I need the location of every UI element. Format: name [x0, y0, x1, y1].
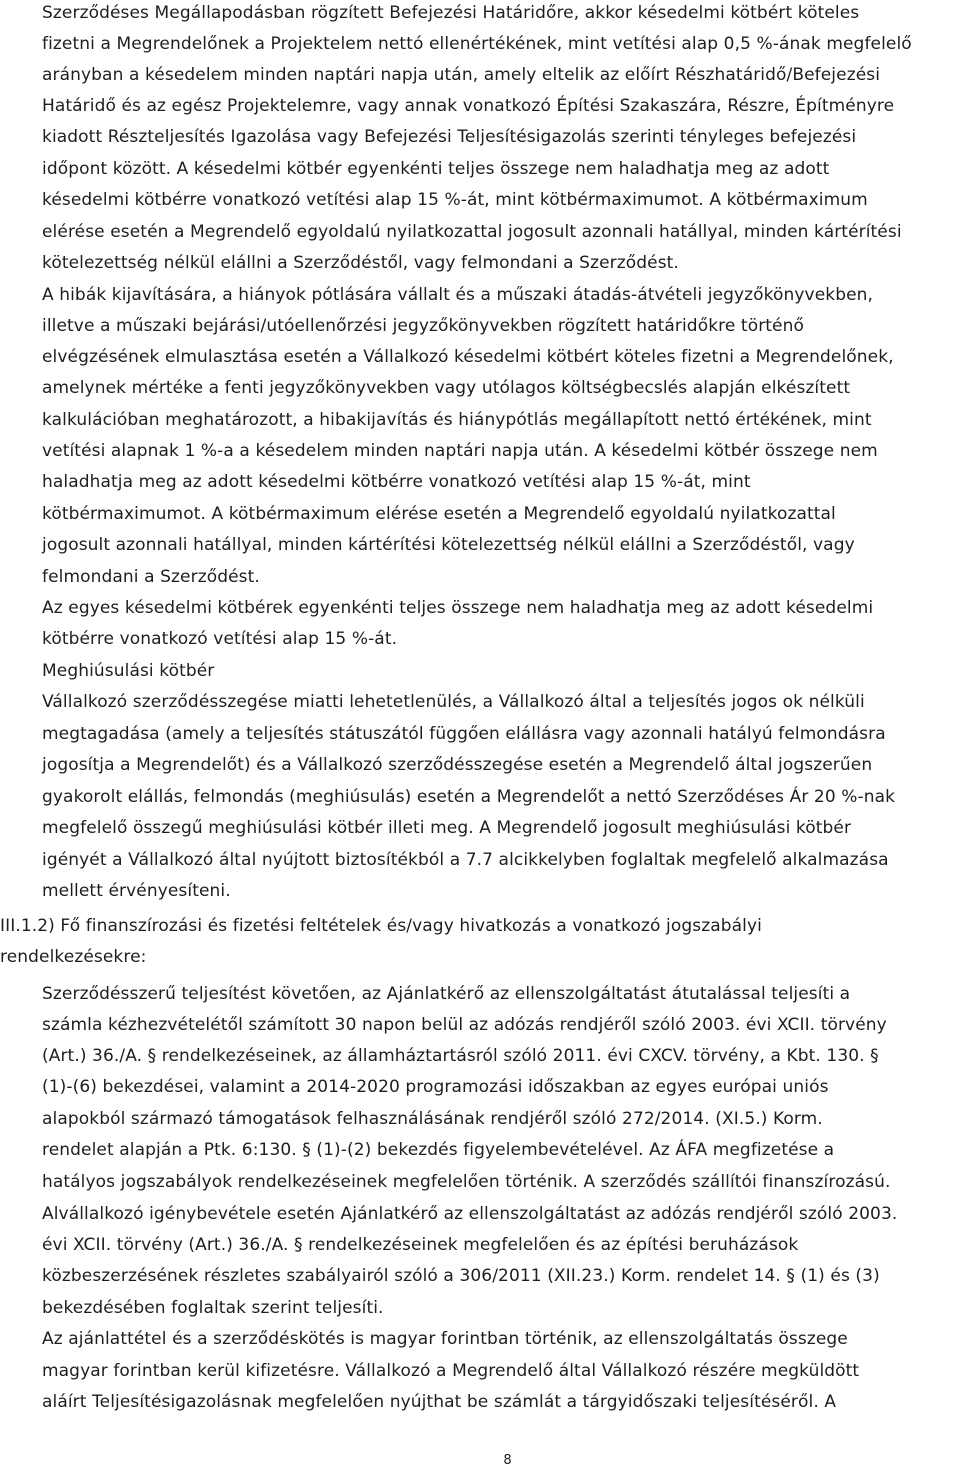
text-line: A hibák kijavítására, a hiányok pótlására vállalt és a műszaki átadás-átvételi jegyzőkönyvekben, [42, 285, 874, 305]
text-line: fizetni a Megrendelőnek a Projektelem nettó ellenértékének, mint vetítési alap 0,5 %-ának megfelelő [42, 34, 912, 54]
text-line: felmondani a Szerződést. [42, 567, 260, 587]
text-line: igényét a Vállalkozó által nyújtott biztosítékból a 7.7 alcikkelyben foglaltak megfelelő alkalmazása [42, 850, 889, 870]
text-line: jogosítja a Megrendelőt) és a Vállalkozó szerződésszegése esetén a Megrendelő által jogszerűen [42, 755, 873, 775]
text-line: közbeszerzésének részletes szabályairól szóló a 306/2011 (XII.23.) Korm. rendelet 14. § (1) és (3) [42, 1266, 880, 1286]
text-line: számla kézhezvételétől számított 30 napon belül az adózás rendjéről szóló 2003. évi XCII. törvény [42, 1015, 887, 1035]
text-line: Határidő és az egész Projektelemre, vagy annak vonatkozó Építési Szakaszára, Részre, Építményre [42, 96, 895, 116]
text-line: elvégzésének elmulasztása esetén a Vállalkozó késedelmi kötbért köteles fizetni a Megrendelőnek, [42, 347, 894, 367]
text-line: hatályos jogszabályok rendelkezéseinek megfelelően történik. A szerződés szállítói finanszírozású. [42, 1172, 891, 1192]
text-line: (Art.) 36./A. § rendelkezéseinek, az államháztartásról szóló 2011. évi CXCV. törvény, a Kbt. 130. § [42, 1046, 879, 1066]
text-line: rendelet alapján a Ptk. 6:130. § (1)-(2) bekezdés figyelembevételével. Az ÁFA megfizetése a [42, 1140, 835, 1160]
text-line: Az ajánlattétel és a szerződéskötés is magyar forintban történik, az ellenszolgáltatás összege [42, 1329, 848, 1349]
section-heading: III.1.2) Fő finanszírozási és fizetési feltételek és/vagy hivatkozás a vonatkozó jogszabályi [0, 916, 762, 936]
text-line: jogosult azonnali hatállyal, minden kártérítési kötelezettség nélkül elállni a Szerződéstől, vagy [42, 535, 855, 555]
section-heading: rendelkezésekre: [0, 947, 147, 967]
text-line: időpont között. A késedelmi kötbér egyenkénti teljes összege nem haladhatja meg az adott [42, 159, 830, 179]
text-line: Szerződésszerű teljesítést követően, az Ajánlatkérő az ellenszolgáltatást átutalással teljesíti a [42, 984, 851, 1004]
text-line: (1)-(6) bekezdései, valamint a 2014-2020 programozási időszakban az egyes európai uniós [42, 1077, 829, 1097]
text-line: illetve a műszaki bejárási/utóellenőrzési jegyzőkönyvekben rögzített határidőkre történő [42, 316, 804, 336]
text-line: megtagadása (amely a teljesítés státuszától függően elállásra vagy azonnali hatályú felmondásra [42, 724, 886, 744]
text-line: alapokból származó támogatások felhasználásának rendjéről szóló 272/2014. (XI.5.) Korm. [42, 1109, 823, 1129]
text-line: mellett érvényesíteni. [42, 881, 231, 901]
text-line: Vállalkozó szerződésszegése miatti lehetetlenülés, a Vállalkozó által a teljesítés jogos ok nélküli [42, 692, 865, 712]
text-line: magyar forintban kerül kifizetésre. Vállalkozó a Megrendelő által Vállalkozó részére megküldött [42, 1361, 860, 1381]
section-heading: Meghiúsulási kötbér [42, 661, 215, 681]
text-line: évi XCII. törvény (Art.) 36./A. § rendelkezéseinek megfelelően és az építési beruházások [42, 1235, 799, 1255]
text-line: késedelmi kötbérre vonatkozó vetítési alap 15 %-át, mint kötbérmaximumot. A kötbérmaximum [42, 190, 868, 210]
text-line: Alvállalkozó igénybevétele esetén Ajánlatkérő az ellenszolgáltatást az adózás rendjéről szóló 2003. [42, 1204, 898, 1224]
text-line: gyakorolt elállás, felmondás (meghiúsulás) esetén a Megrendelőt a nettó Szerződéses Ár 20 %-nak [42, 787, 896, 807]
text-line: elérése esetén a Megrendelő egyoldalú nyilatkozattal jogosult azonnali hatállyal, minden kártérítési [42, 222, 902, 242]
text-line: vetítési alapnak 1 %-a a késedelem minden naptári napja után. A késedelmi kötbér összege nem [42, 441, 878, 461]
text-line: arányban a késedelem minden naptári napja után, amely eltelik az előírt Részhatáridő/Befejezési [42, 65, 881, 85]
text-line: haladhatja meg az adott késedelmi kötbérre vonatkozó vetítési alap 15 %-át, mint [42, 472, 751, 492]
text-line: kalkulációban meghatározott, a hibakijavítás és hiánypótlás megállapított nettó értékének, mint [42, 410, 872, 430]
text-line: kötbérmaximumot. A kötbérmaximum elérése esetén a Megrendelő egyoldalú nyilatkozattal [42, 504, 836, 524]
text-line: kötelezettség nélkül elállni a Szerződéstől, vagy felmondani a Szerződést. [42, 253, 679, 273]
text-line: Az egyes késedelmi kötbérek egyenkénti teljes összege nem haladhatja meg az adott késedelmi [42, 598, 874, 618]
text-line: bekezdésében foglaltak szerint teljesíti. [42, 1298, 384, 1318]
text-line: kötbérre vonatkozó vetítési alap 15 %-át. [42, 629, 398, 649]
text-line: amelynek mértéke a fenti jegyzőkönyvekben vagy utólagos költségbecslés alapján elkészített [42, 378, 851, 398]
text-line: aláírt Teljesítésigazolásnak megfelelően nyújthat be számlát a tárgyidőszaki teljesítéséről. A [42, 1392, 837, 1412]
text-line: megfelelő összegű meghiúsulási kötbér illeti meg. A Megrendelő jogosult meghiúsulási kötbér [42, 818, 852, 838]
text-line: kiadott Részteljesítés Igazolása vagy Befejezési Teljesítésigazolás szerinti tényleges befejezési [42, 127, 857, 147]
page-number: 8 [503, 1453, 512, 1468]
text-line: Szerződéses Megállapodásban rögzített Befejezési Határidőre, akkor késedelmi kötbért köteles [42, 3, 860, 23]
